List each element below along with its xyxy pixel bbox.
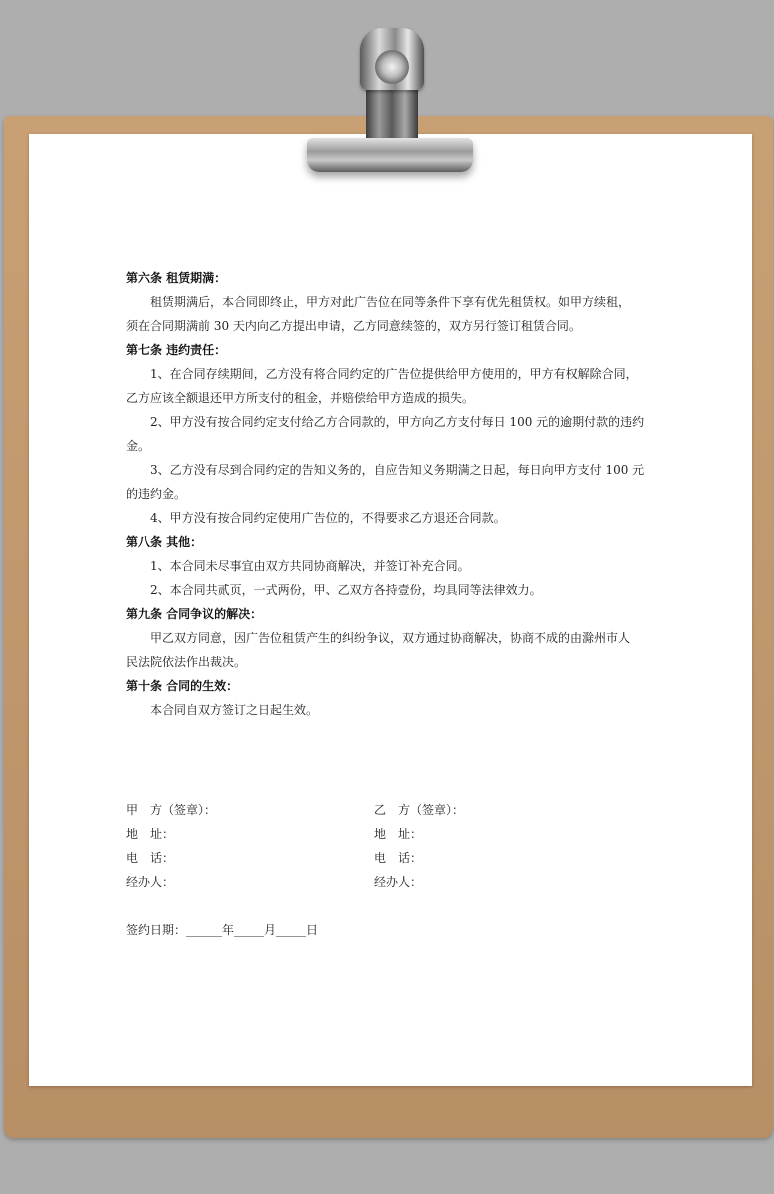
- section-line: 金。: [126, 439, 151, 453]
- party-a-agent-label: 经办人：: [126, 875, 175, 889]
- section-heading: 第八条 其他：: [126, 535, 203, 549]
- section-line: 本合同自双方签订之日起生效。: [150, 703, 319, 717]
- section-line: 2、甲方没有按合同约定支付给乙方合同款的，甲方向乙方支付每日 100 元的逾期付款的违约: [150, 415, 645, 429]
- section-line: 1、本合同未尽事宜由双方共同协商解决，并签订补充合同。: [150, 559, 470, 573]
- section-line: 甲乙双方同意，因广告位租赁产生的纠纷争议，双方通过协商解决，协商不成的由滁州市人: [150, 631, 631, 645]
- section-line: 须在合同期满前 30 天内向乙方提出申请，乙方同意续签的，双方另行签订租赁合同。: [126, 319, 581, 333]
- section-line: 民法院依法作出裁决。: [126, 655, 247, 669]
- party-a-phone-label: 电 话：: [126, 851, 175, 865]
- section-heading: 第六条 租赁期满：: [126, 271, 227, 285]
- clip-base[interactable]: [307, 138, 473, 172]
- section-heading: 第七条 违约责任：: [126, 343, 227, 357]
- section-heading: 第九条 合同争议的解决：: [126, 607, 263, 621]
- party-b-address-label: 地 址：: [374, 827, 423, 841]
- section-line: 3、乙方没有尽到合同约定的告知义务的，自应告知义务期满之日起，每日向甲方支付 100 元: [150, 463, 645, 477]
- section-line: 乙方应该全额退还甲方所支付的租金，并赔偿给甲方造成的损失。: [126, 391, 475, 405]
- party-b-seal-label: 乙 方（签章）：: [374, 803, 465, 817]
- clip-hole: [375, 50, 409, 84]
- party-b-agent-label: 经办人：: [374, 875, 423, 889]
- section-line: 租赁期满后，本合同即终止，甲方对此广告位在同等条件下享有优先租赁权。如甲方续租，: [150, 295, 631, 309]
- section-line: 2、本合同共贰页，一式两份，甲、乙双方各持壹份，均具同等法律效力。: [150, 583, 542, 597]
- clip-neck: [366, 86, 418, 142]
- signing-date-line: 签约日期：______年_____月_____日: [126, 923, 319, 937]
- party-b-phone-label: 电 话：: [374, 851, 423, 865]
- party-a-seal-label: 甲 方（签章）：: [126, 803, 217, 817]
- section-line: 4、甲方没有按合同约定使用广告位的，不得要求乙方退还合同款。: [150, 511, 506, 525]
- section-line: 的违约金。: [126, 487, 187, 501]
- party-a-address-label: 地 址：: [126, 827, 175, 841]
- section-heading: 第十条 合同的生效：: [126, 679, 239, 693]
- section-line: 1、在合同存续期间，乙方没有将合同约定的广告位提供给甲方使用的，甲方有权解除合同，: [150, 367, 638, 381]
